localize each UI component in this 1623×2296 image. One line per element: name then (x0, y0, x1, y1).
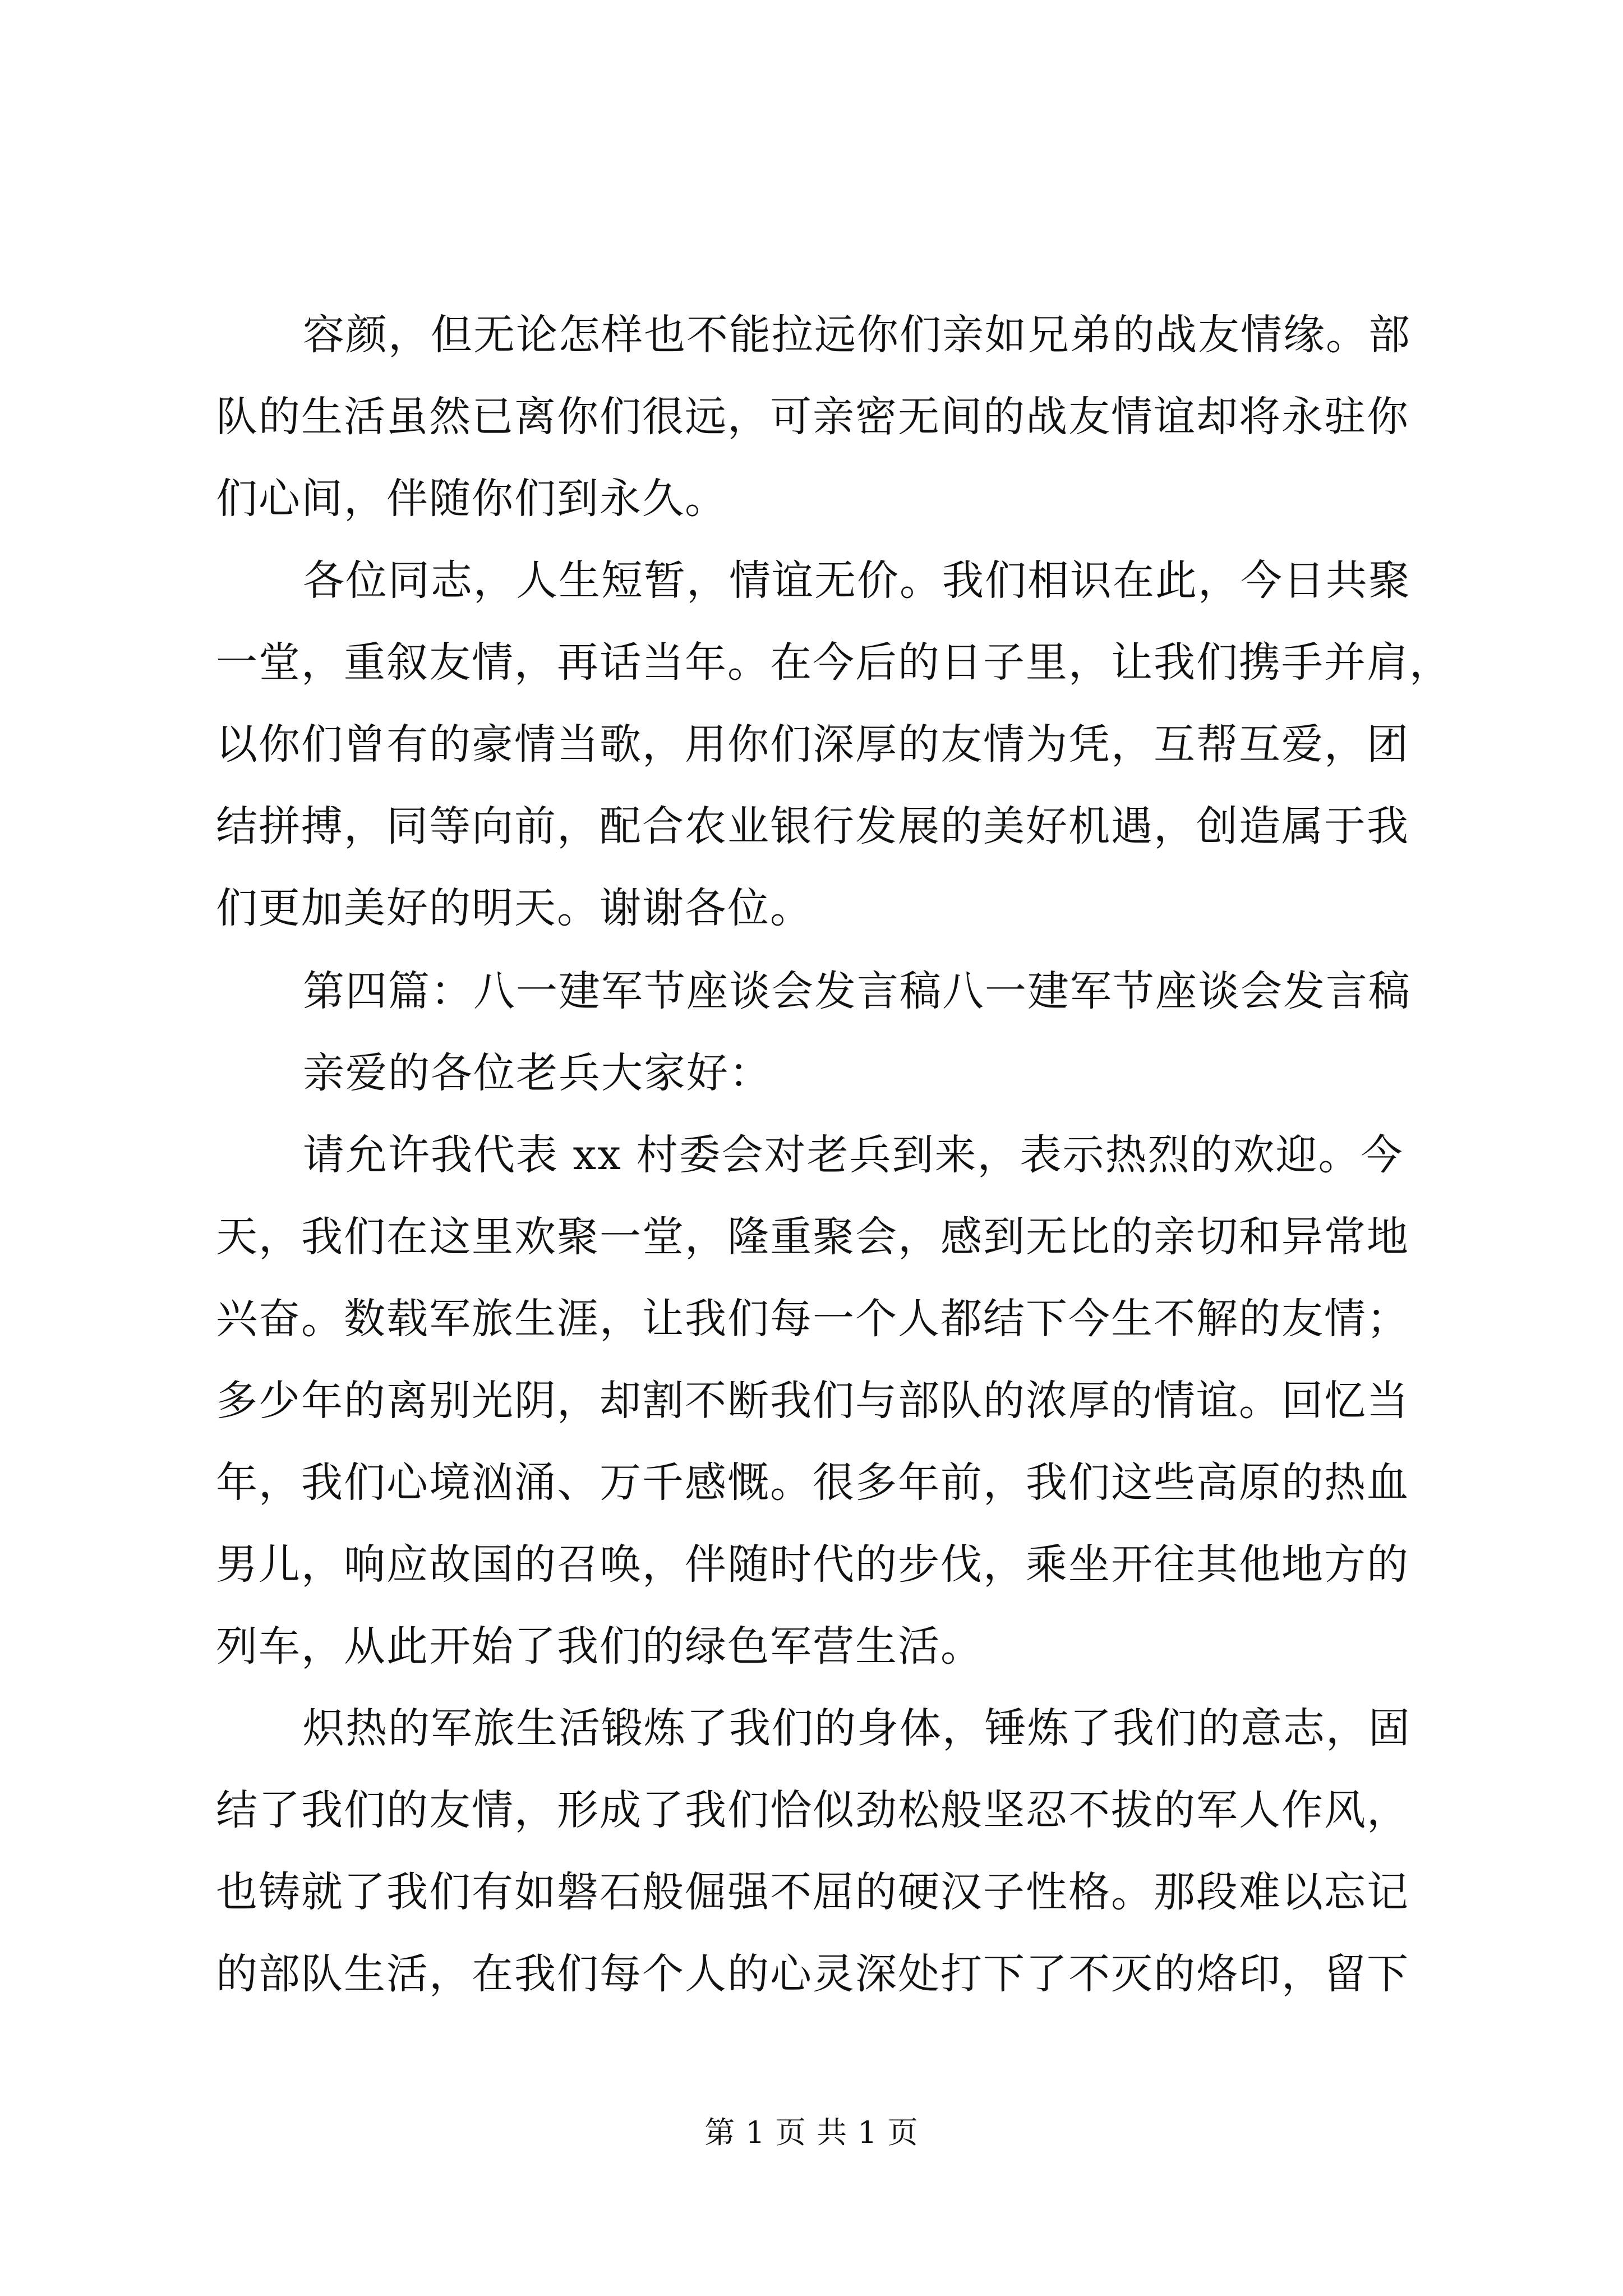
text-line: 请允许我代表 xx 村委会对老兵到来，表示热烈的欢迎。今 (303, 1131, 1404, 1179)
text-line: 们心间，伴随你们到永久。 (216, 475, 727, 523)
page-number-footer: 第 1 页 共 1 页 (704, 2115, 919, 2150)
text-line: 多少年的离别光阴，却割不断我们与部队的浓厚的情谊。回忆当 (216, 1377, 1409, 1425)
text-line: 容颜，但无论怎样也不能拉远你们亲如兄弟的战友情缘。部 (303, 311, 1411, 359)
section-heading: 第四篇：八一建军节座谈会发言稿八一建军节座谈会发言稿 (303, 967, 1411, 1015)
text-line: 炽热的军旅生活锻炼了我们的身体，锤炼了我们的意志，固 (303, 1704, 1411, 1752)
text-line: 年，我们心境汹涌、万千感慨。很多年前，我们这些高原的热血 (216, 1458, 1409, 1507)
text-line: 结拼搏，同等向前，配合农业银行发展的美好机遇，创造属于我 (216, 802, 1409, 850)
text-line: 兴奋。数载军旅生涯，让我们每一个人都结下今生不解的友情； (216, 1295, 1409, 1343)
text-line: 的部队生活，在我们每个人的心灵深处打下了不灭的烙印，留下 (216, 1950, 1409, 1998)
text-line: 一堂，重叙友情，再话当年。在今后的日子里，让我们携手并肩， (216, 638, 1452, 687)
text-line: 们更加美好的明天。谢谢各位。 (216, 884, 813, 932)
text-line: 列车，从此开始了我们的绿色军营生活。 (216, 1622, 983, 1671)
text-line: 各位同志，人生短暂，情谊无价。我们相识在此，今日共聚 (303, 556, 1411, 605)
text-line: 以你们曾有的豪情当歌，用你们深厚的友情为凭，互帮互爱，团 (216, 720, 1409, 769)
text-line: 天，我们在这里欢聚一堂，隆重聚会，感到无比的亲切和异常地 (216, 1213, 1409, 1261)
salutation: 亲爱的各位老兵大家好： (303, 1049, 772, 1097)
text-line: 男儿，响应故国的召唤，伴随时代的步伐，乘坐开往其他地方的 (216, 1540, 1409, 1589)
text-line: 队的生活虽然已离你们很远，可亲密无间的战友情谊却将永驻你 (216, 393, 1409, 441)
text-line: 也铸就了我们有如磐石般倔强不屈的硬汉子性格。那段难以忘记 (216, 1868, 1409, 1916)
text-line: 结了我们的友情，形成了我们恰似劲松般坚忍不拔的军人作风， (216, 1786, 1409, 1834)
